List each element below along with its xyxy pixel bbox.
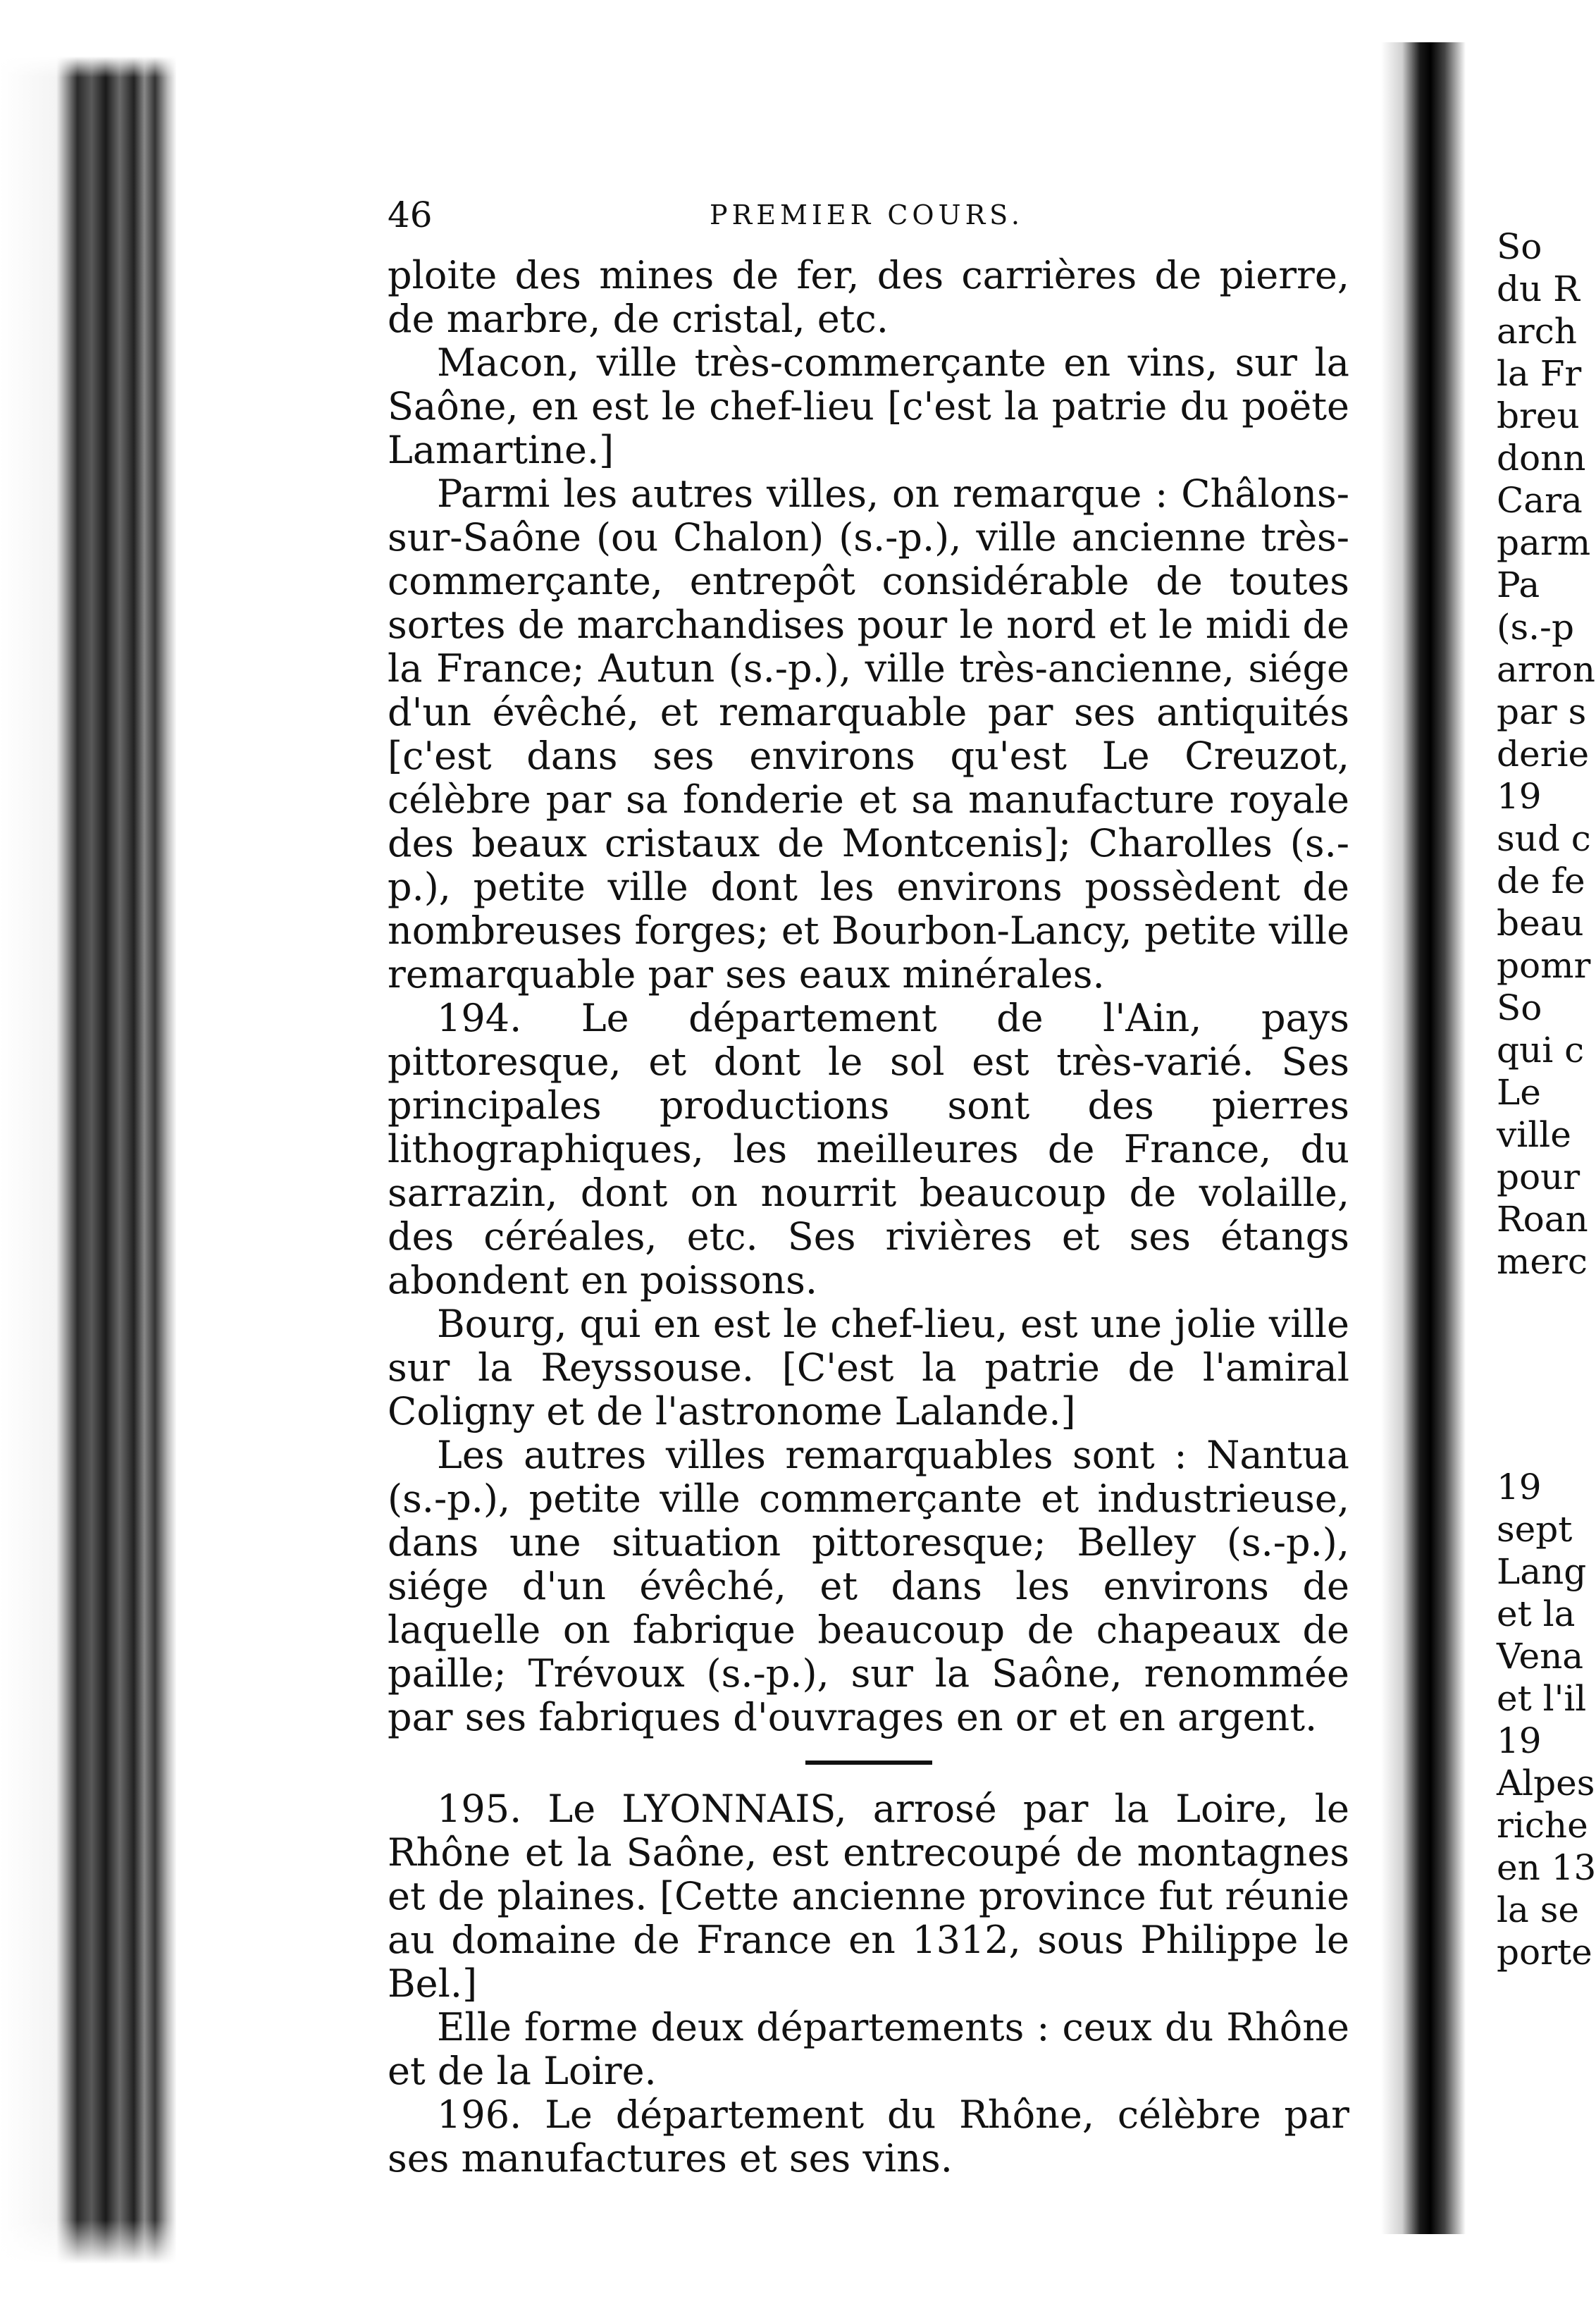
facing-page-line: breu bbox=[1497, 395, 1580, 436]
facing-page-line: So bbox=[1497, 987, 1542, 1028]
facing-page-line: Alpes bbox=[1497, 1763, 1595, 1804]
running-head: PREMIER COURS. bbox=[710, 199, 1024, 230]
facing-page-line: sept bbox=[1497, 1509, 1573, 1550]
edge-fade-top bbox=[0, 0, 176, 78]
facing-page-line: par s bbox=[1497, 691, 1587, 732]
facing-page-line: derie bbox=[1497, 734, 1590, 775]
facing-page-line: arron bbox=[1497, 649, 1595, 690]
facing-page-line: pomr bbox=[1497, 945, 1591, 986]
facing-page-line: porte bbox=[1497, 1932, 1592, 1973]
facing-page-line: (s.-p bbox=[1497, 607, 1574, 648]
facing-page-line: pour bbox=[1497, 1157, 1580, 1197]
facing-page-line: So bbox=[1497, 226, 1542, 267]
paragraph-other-towns-ain: Les autres villes remarquables sont : Nantua (s.-p.), petite ville commerçante et industrieuse, dans une situation pittoresque; Belley (s.-p.), siége d'un évêché, et dans les environs de laquelle on fabrique beaucoup de chapeaux de paille; Trévoux (s.-p.), sur la Saône, renommée par ses fabriques d'ouvrages en or et en argent. bbox=[388, 1433, 1349, 1739]
facing-page-line: merc bbox=[1497, 1241, 1588, 1282]
facing-page-line: Roan bbox=[1497, 1199, 1588, 1240]
paragraph-bourg: Bourg, qui en est le chef-lieu, est une jolie ville sur la Reyssouse. [C'est la patrie de l'amiral Coligny et de l'astronome Lalande.] bbox=[388, 1302, 1349, 1433]
facing-page-line: en 13 bbox=[1497, 1847, 1596, 1888]
facing-page-line: et la bbox=[1497, 1593, 1576, 1634]
edge-fade-bottom bbox=[0, 2220, 176, 2306]
facing-page-line: Le bbox=[1497, 1072, 1541, 1113]
paragraph-194-ain: 194. Le département de l'Ain, pays pittoresque, et dont le sol est très-varié. Ses principales productions sont des pierres lithographiques, les meilleures de France, du sarrazin, dont on nourrit beaucoup de volaille, des céréales, etc. Ses rivières et ses étangs abondent en poissons. bbox=[388, 996, 1349, 1302]
paragraph-macon: Macon, ville très-commerçante en vins, sur la Saône, en est le chef-lieu [c'est la patrie du poëte Lamartine.] bbox=[388, 340, 1349, 472]
paragraph-195-lyonnais: 195. Le LYONNAIS, arrosé par la Loire, le Rhône et la Saône, est entrecoupé de montagnes et de plaines. [Cette ancienne province fut réunie au domaine de France en 1312, sous Philippe le Bel.] bbox=[388, 1787, 1349, 2006]
facing-page-line: du R bbox=[1497, 269, 1580, 309]
book-spine-edge bbox=[0, 0, 176, 2306]
facing-page-line: Lang bbox=[1497, 1551, 1587, 1592]
facing-page-line: Pa bbox=[1497, 565, 1540, 605]
facing-page-line: riche bbox=[1497, 1805, 1588, 1846]
paragraph-two-departments: Elle forme deux départements : ceux du Rhône et de la Loire. bbox=[388, 2005, 1349, 2093]
facing-page-line: beau bbox=[1497, 903, 1584, 944]
facing-page-line: sud c bbox=[1497, 818, 1591, 859]
facing-page-line: Vena bbox=[1497, 1636, 1584, 1677]
section-rule bbox=[805, 1761, 932, 1765]
page-header bbox=[388, 190, 1346, 240]
page-number: 46 bbox=[388, 195, 433, 235]
facing-page-line: et l'il bbox=[1497, 1678, 1587, 1719]
facing-page-line: qui c bbox=[1497, 1030, 1585, 1071]
page-body bbox=[388, 254, 1349, 2181]
facing-page-line: 19 bbox=[1497, 776, 1542, 817]
book-gutter bbox=[1381, 42, 1466, 2234]
paragraph-1: ploite des mines de fer, des carrières de pierre, de marbre, de cristal, etc. bbox=[388, 253, 1349, 341]
facing-page-line: ville bbox=[1497, 1114, 1571, 1155]
facing-page-line: Cara bbox=[1497, 480, 1583, 521]
facing-page-line: parm bbox=[1497, 522, 1591, 563]
facing-page-line: donn bbox=[1497, 438, 1586, 479]
facing-page-line: la Fr bbox=[1497, 353, 1582, 394]
paragraph-196-rhone: 196. Le département du Rhône, célèbre par ses manufactures et ses vins. bbox=[388, 2092, 1349, 2181]
facing-page-line: la se bbox=[1497, 1889, 1579, 1930]
facing-page-line: 19 bbox=[1497, 1720, 1542, 1761]
facing-page-line: 19 bbox=[1497, 1467, 1542, 1507]
paragraph-other-towns-saone: Parmi les autres villes, on remarque : Châlons-sur-Saône (ou Chalon) (s.-p.), ville ancienne très-commerçante, entrepôt considérable de toutes sortes de marchandises pour le nord et le midi de la France; Autun (s.-p.), ville très-ancienne, siége d'un évêché, et remarquable par ses antiquités [c'est dans ses environs qu'est Le Creuzot, célèbre par sa fonderie et sa manufacture royale des beaux cristaux de Montcenis]; Charolles (s.-p.), petite ville dont les environs possèdent de nombreuses forges; et Bourbon-Lancy, petite ville remarquable par ses eaux minérales. bbox=[388, 471, 1349, 997]
facing-page-line: arch bbox=[1497, 311, 1577, 352]
facing-page-line: de fe bbox=[1497, 861, 1585, 901]
